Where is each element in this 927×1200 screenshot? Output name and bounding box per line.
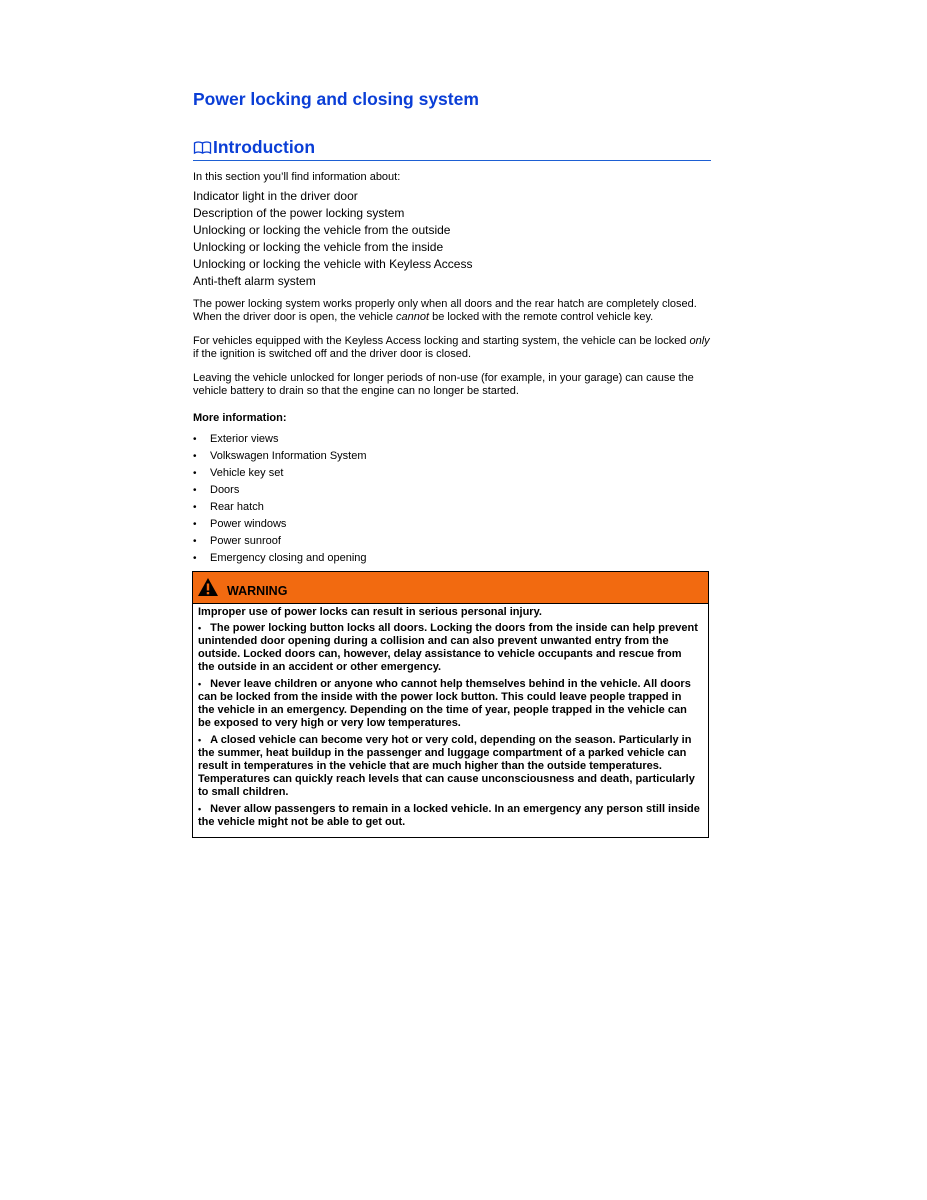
- section-title: Introduction: [213, 137, 316, 157]
- more-info-item: [193, 516, 711, 533]
- bullet: •: [193, 502, 197, 513]
- warning-lead: Improper use of power locks can result in serious personal injury.: [198, 606, 542, 618]
- topic-item[interactable]: Description of the power locking system: [193, 206, 405, 220]
- more-info-link[interactable]: Power sunroof: [210, 535, 281, 547]
- paragraph-keyless: [193, 335, 711, 361]
- bullet: •: [193, 536, 197, 547]
- topic-item[interactable]: Unlocking or locking the vehicle from the inside: [193, 240, 444, 254]
- more-info-item: [193, 465, 711, 482]
- more-info-list: [193, 431, 711, 567]
- bullet: •: [193, 485, 197, 496]
- warning-item: [198, 734, 700, 799]
- more-info-link[interactable]: Vehicle key set: [210, 467, 284, 479]
- bullet: •: [193, 451, 197, 462]
- more-info-heading: More information:: [193, 412, 287, 424]
- warning-item: [198, 678, 700, 730]
- more-info-item: [193, 482, 711, 499]
- paragraph-text: if the ignition is switched off and the driver door is closed.: [193, 348, 472, 360]
- chapter-title: Power locking and closing system: [193, 89, 479, 109]
- paragraph-text: For vehicles equipped with the Keyless Access locking and starting system, the vehicle can be locked: [193, 335, 690, 347]
- more-info-item: [193, 448, 711, 465]
- warning-item-text: The power locking button locks all doors. Locking the doors from the inside can help prevent unintended door opening during a collision and can also prevent unwanted entry from the outside. Locked doors can, however, delay assistance to vehicle occupants and rescue from the outside in an accident or other emergency.: [198, 622, 698, 673]
- more-info-link[interactable]: Power windows: [210, 518, 287, 530]
- emphasis-text: only: [689, 335, 710, 347]
- warning-title: WARNING: [227, 583, 288, 598]
- paragraph-battery: Leaving the vehicle unlocked for longer periods of non-use (for example, in your garage) can cause the vehicle battery to drain so that the engine can no longer be started.: [193, 372, 694, 397]
- warning-item-text: Never allow passengers to remain in a locked vehicle. In an emergency any person still inside the vehicle might not be able to get out.: [198, 803, 700, 828]
- warning-item: [198, 622, 700, 674]
- warning-box: [192, 571, 709, 838]
- bullet: •: [193, 553, 197, 564]
- emphasis-text: cannot: [396, 311, 430, 323]
- more-info-item: [193, 499, 711, 516]
- more-info-link[interactable]: Exterior views: [210, 433, 279, 445]
- section-header: [193, 136, 711, 161]
- topics-list: [193, 188, 711, 290]
- bullet: •: [198, 623, 202, 633]
- more-info-item: [193, 431, 711, 448]
- paragraph-closure: [193, 298, 711, 324]
- bullet: •: [193, 519, 197, 530]
- topic-item[interactable]: Anti-theft alarm system: [193, 274, 316, 288]
- book-icon: [193, 139, 212, 155]
- more-info-link[interactable]: Volkswagen Information System: [210, 450, 367, 462]
- intro-lead: In this section you’ll find information about:: [193, 171, 401, 183]
- more-info-link[interactable]: Rear hatch: [210, 501, 264, 513]
- bullet: •: [198, 804, 202, 814]
- more-info-item: [193, 550, 711, 567]
- warning-item: [198, 803, 700, 829]
- paragraph-text: The power locking system works properly only when all doors and the rear hatch are completely closed. When the driver door is open, the vehicle: [193, 298, 697, 323]
- bullet: •: [193, 434, 197, 445]
- more-info-link[interactable]: Emergency closing and opening: [210, 552, 367, 564]
- bullet: •: [198, 735, 202, 745]
- bullet: •: [198, 679, 202, 689]
- warning-item-text: A closed vehicle can become very hot or very cold, depending on the season. Particularly in the summer, heat buildup in the passenger and luggage compartment of a parked vehicle can result in temperatures in the vehicle that are much higher than the outside temperatures. Temperatures can quickly reach levels that can cause unconsciousness and death, particularly to small children.: [198, 734, 695, 798]
- page-content: [193, 88, 711, 567]
- topic-item[interactable]: Unlocking or locking the vehicle from the outside: [193, 223, 451, 237]
- topic-item[interactable]: Indicator light in the driver door: [193, 189, 358, 203]
- warning-body: [193, 604, 708, 837]
- warning-item-text: Never leave children or anyone who cannot help themselves behind in the vehicle. All doors can be locked from the inside with the power lock button. This could leave people trapped in the vehicle in an emergency. Depending on the time of year, people trapped in the vehicle can be exposed to very high or very low temperatures.: [198, 678, 691, 729]
- topic-item[interactable]: Unlocking or locking the vehicle with Keyless Access: [193, 257, 473, 271]
- warning-triangle-icon: [197, 577, 219, 597]
- bullet: •: [193, 468, 197, 479]
- warning-header: [193, 572, 708, 604]
- more-info-link[interactable]: Doors: [210, 484, 240, 496]
- paragraph-text: be locked with the remote control vehicle key.: [429, 311, 654, 323]
- more-info-item: [193, 533, 711, 550]
